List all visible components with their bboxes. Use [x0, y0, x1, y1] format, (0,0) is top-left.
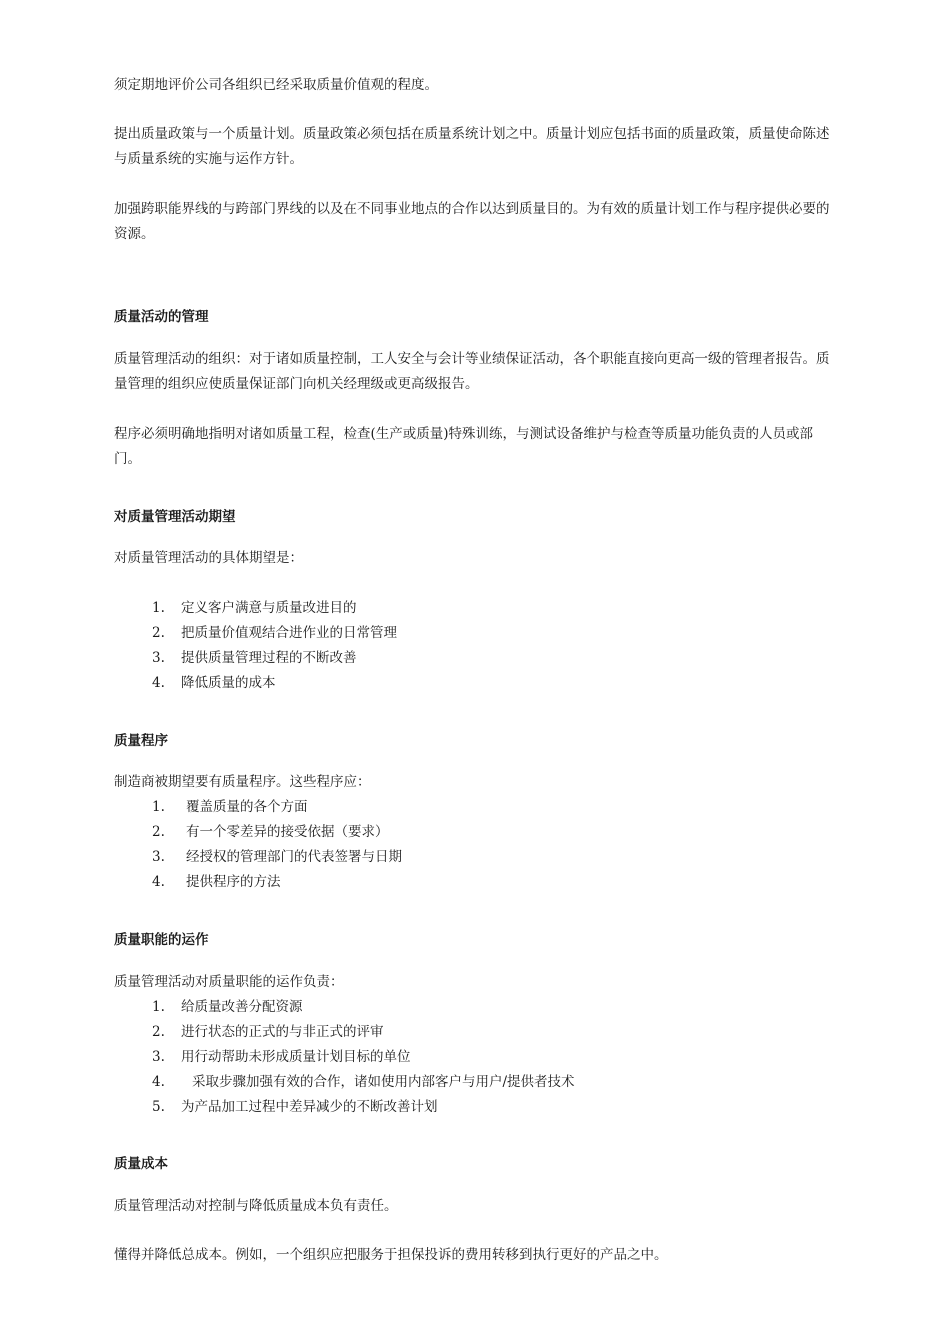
section5-paragraph-1: 质量管理活动对控制与降低质量成本负有责任。 [114, 1198, 398, 1214]
section5-paragraph-2: 懂得并降低总成本。例如，一个组织应把服务于担保投诉的费用转移到执行更好的产品之中。 [114, 1247, 668, 1263]
list-item-text: 采取步骤加强有效的合作，诸如使用内部客户与用户/提供者技术 [192, 1074, 575, 1090]
section-heading-quality-cost: 质量成本 [114, 1156, 168, 1172]
list-item-number: 1. [152, 999, 165, 1015]
list-item-number: 2. [152, 625, 165, 641]
section-heading-expectations: 对质量管理活动期望 [114, 509, 236, 525]
list-item-text: 降低质量的成本 [181, 675, 276, 691]
list-item-text: 提供程序的方法 [186, 874, 281, 890]
list-item-text: 定义客户满意与质量改进目的 [181, 600, 357, 616]
list-item-text: 把质量价值观结合进作业的日常管理 [181, 625, 397, 641]
list-item-number: 3. [152, 1049, 165, 1065]
list-item-text: 为产品加工过程中差异减少的不断改善计划 [181, 1099, 438, 1115]
list-item-number: 1. [152, 600, 165, 616]
list-item-number: 2. [152, 1024, 165, 1040]
list-item-text: 进行状态的正式的与非正式的评审 [181, 1024, 384, 1040]
list-item-text: 给质量改善分配资源 [181, 999, 303, 1015]
list-item-text: 用行动帮助未形成质量计划目标的单位 [181, 1049, 411, 1065]
list-item-text: 提供质量管理过程的不断改善 [181, 650, 357, 666]
section1-paragraph-2: 程序必须明确地指明对诸如质量工程，检查(生产或质量)特殊训练，与测试设备维护与检查等质量功能负责的人员或部门。 [114, 426, 814, 467]
section2-intro: 对质量管理活动的具体期望是： [114, 550, 303, 566]
list-item-number: 3. [152, 849, 165, 865]
list-item-text: 经授权的管理部门的代表签署与日期 [186, 849, 402, 865]
section-heading-quality-activity-management: 质量活动的管理 [114, 309, 209, 325]
list-item-number: 4. [152, 1074, 165, 1090]
section3-intro: 制造商被期望要有质量程序。这些程序应： [114, 774, 371, 790]
list-item-text: 有一个零差异的接受依据（要求） [186, 824, 389, 840]
intro-paragraph-3: 加强跨职能界线的与跨部门界线的以及在不同事业地点的合作以达到质量目的。为有效的质量计划工作与程序提供必要的资源。 [114, 201, 830, 242]
list-item-number: 5. [152, 1099, 165, 1115]
section4-intro: 质量管理活动对质量职能的运作负责： [114, 974, 344, 990]
list-item-number: 4. [152, 675, 165, 691]
section1-paragraph-1: 质量管理活动的组织：对于诸如质量控制，工人安全与会计等业绩保证活动，各个职能直接向更高一级的管理者报告。质量管理的组织应使质量保证部门向机关经理级或更高级报告。 [114, 351, 830, 392]
section-heading-quality-procedures: 质量程序 [114, 733, 168, 749]
section-heading-quality-function-operation: 质量职能的运作 [114, 932, 209, 948]
list-item-number: 3. [152, 650, 165, 666]
list-item-number: 2. [152, 824, 165, 840]
intro-paragraph-2: 提出质量政策与一个质量计划。质量政策必须包括在质量系统计划之中。质量计划应包括书面的质量政策，质量使命陈述与质量系统的实施与运作方针。 [114, 126, 830, 167]
list-item-number: 1. [152, 799, 165, 815]
list-item-number: 4. [152, 874, 165, 890]
intro-paragraph-1: 须定期地评价公司各组织已经采取质量价值观的程度。 [114, 77, 438, 93]
list-item-text: 覆盖质量的各个方面 [186, 799, 308, 815]
